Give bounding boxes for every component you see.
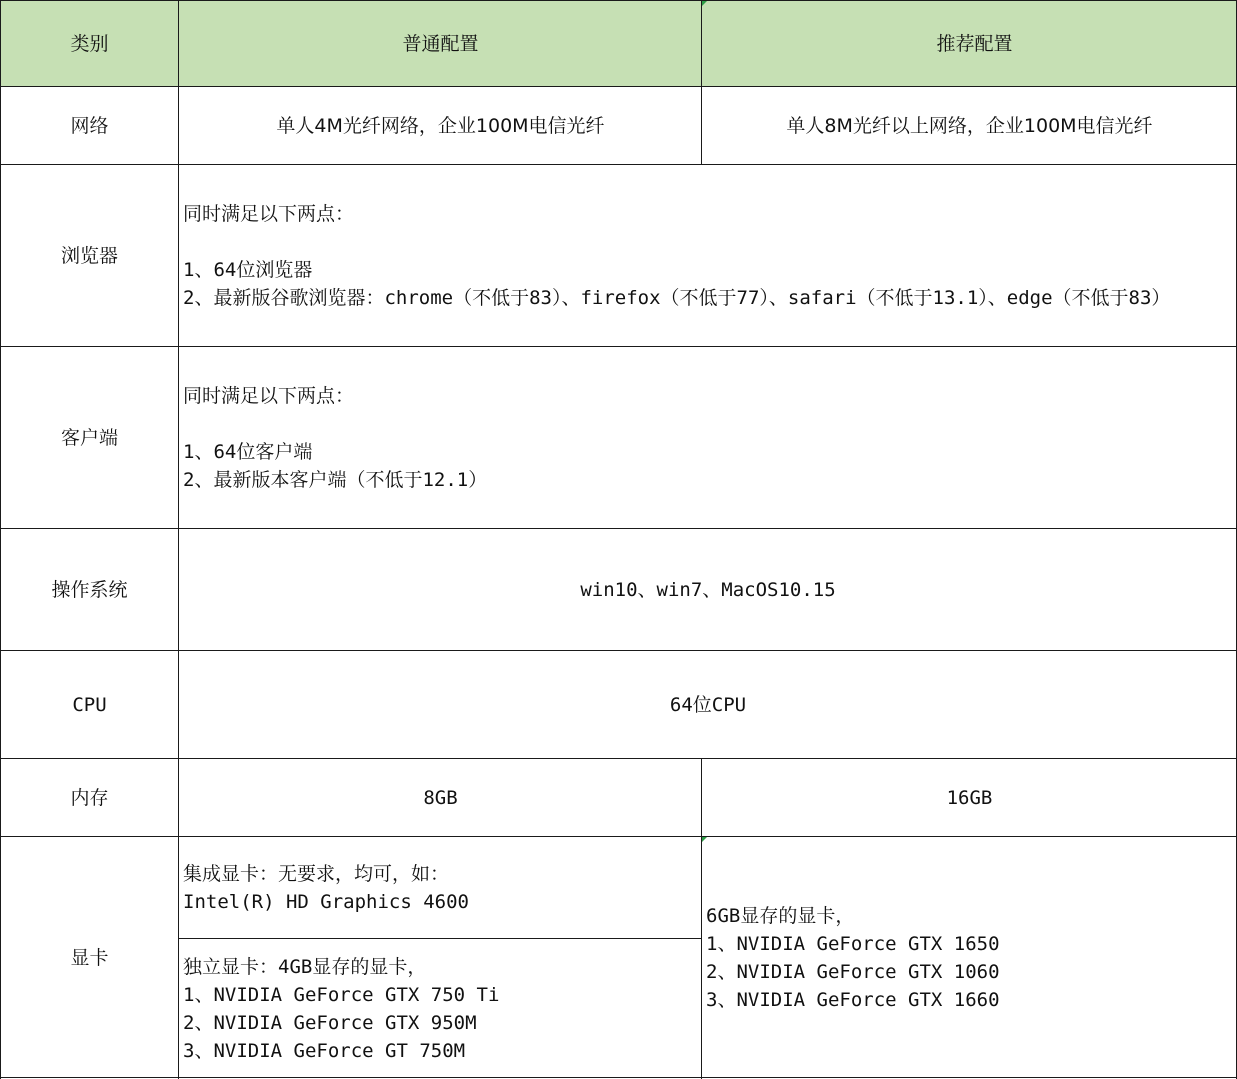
header-normal-cell: [179, 0, 702, 87]
browser-requirement-64bit: 1、64位浏览器: [183, 259, 313, 281]
header-normal-config: 普通配置: [402, 32, 479, 55]
client-requirement-intro: 同时满足以下两点：: [183, 385, 355, 407]
cpu-label: CPU: [72, 694, 107, 716]
gpu-integrated-title: 集成显卡：无要求，均可，如：: [183, 863, 450, 885]
header-recommended-cell: [702, 0, 1237, 87]
grid-line: [701, 759, 702, 1079]
os-label: 操作系统: [51, 579, 128, 601]
gpu-discrete-item-3: 3、NVIDIA GeForce GT 750M: [183, 1040, 466, 1062]
gpu-recommended-cell: [702, 837, 1237, 1079]
gpu-recommended-title: 6GB显存的显卡，: [706, 905, 855, 927]
grid-line: [0, 528, 1237, 529]
gpu-discrete-item-2: 2、NVIDIA GeForce GTX 950M: [183, 1012, 477, 1034]
memory-recommended-cell: [702, 759, 1237, 837]
cpu-label-cell: [0, 651, 179, 759]
header-category-cell: [0, 0, 179, 87]
network-normal-cell: [179, 87, 702, 165]
grid-line: [0, 164, 1237, 165]
grid-line: [0, 758, 1237, 759]
network-normal-value: 单人4M光纤网络，企业100M电信光纤: [276, 115, 605, 137]
grid-line: [701, 0, 702, 165]
gpu-recommended-item-1: 1、NVIDIA GeForce GTX 1650: [706, 933, 1000, 955]
network-label: 网络: [70, 115, 109, 137]
grid-line: [179, 938, 702, 939]
memory-normal-value: 8GB: [423, 787, 458, 809]
browser-label: 浏览器: [60, 245, 118, 267]
grid-line: [0, 650, 1237, 651]
gpu-recommended-item-2: 2、NVIDIA GeForce GTX 1060: [706, 961, 1000, 983]
grid-line: [0, 836, 1237, 837]
browser-requirement-intro: 同时满足以下两点：: [183, 203, 355, 225]
browser-requirement-versions: 2、最新版谷歌浏览器：chrome（不低于83）、firefox（不低于77）、safari（不低于13.1）、edge（不低于83）: [183, 287, 1171, 309]
grid-line: [0, 0, 1237, 1]
header-recommended-config: 推荐配置: [936, 32, 1013, 55]
os-label-cell: [0, 529, 179, 651]
memory-normal-cell: [179, 759, 702, 837]
grid-line: [0, 86, 1237, 87]
memory-label: 内存: [70, 787, 109, 809]
cpu-value-cell: [179, 651, 1237, 759]
browser-requirements-cell: [179, 165, 1237, 347]
grid-line: [0, 0, 1, 1079]
os-value: win10、win7、MacOS10.15: [580, 579, 836, 601]
client-requirement-64bit: 1、64位客户端: [183, 441, 313, 463]
gpu-discrete-item-1: 1、NVIDIA GeForce GTX 750 Ti: [183, 984, 500, 1006]
gpu-discrete-title: 独立显卡：4GB显存的显卡，: [183, 956, 427, 978]
grid-line: [0, 1077, 1237, 1078]
grid-line: [178, 0, 179, 1079]
memory-label-cell: [0, 759, 179, 837]
client-label-cell: [0, 347, 179, 529]
client-requirement-version: 2、最新版本客户端（不低于12.1）: [183, 469, 488, 491]
cell-comment-marker: [702, 1, 707, 6]
network-label-cell: [0, 87, 179, 165]
gpu-integrated-example: Intel(R) HD Graphics 4600: [183, 891, 469, 913]
gpu-integrated-cell: [179, 837, 702, 939]
client-requirements-cell: [179, 347, 1237, 529]
network-recommended-value: 单人8M光纤以上网络，企业100M电信光纤: [786, 115, 1153, 137]
memory-recommended-value: 16GB: [946, 787, 993, 809]
gpu-discrete-cell: [179, 939, 702, 1079]
gpu-recommended-item-3: 3、NVIDIA GeForce GTX 1660: [706, 989, 1000, 1011]
blank-line: [183, 228, 1231, 256]
browser-label-cell: [0, 165, 179, 347]
blank-line: [183, 410, 1231, 438]
cell-comment-marker: [702, 837, 707, 842]
cpu-value: 64位CPU: [669, 694, 747, 716]
client-label: 客户端: [60, 427, 118, 449]
os-value-cell: [179, 529, 1237, 651]
grid-line: [0, 346, 1237, 347]
gpu-label: 显卡: [70, 947, 109, 969]
gpu-label-cell: [0, 837, 179, 1079]
network-recommended-cell: [702, 87, 1237, 165]
header-category: 类别: [70, 32, 109, 55]
